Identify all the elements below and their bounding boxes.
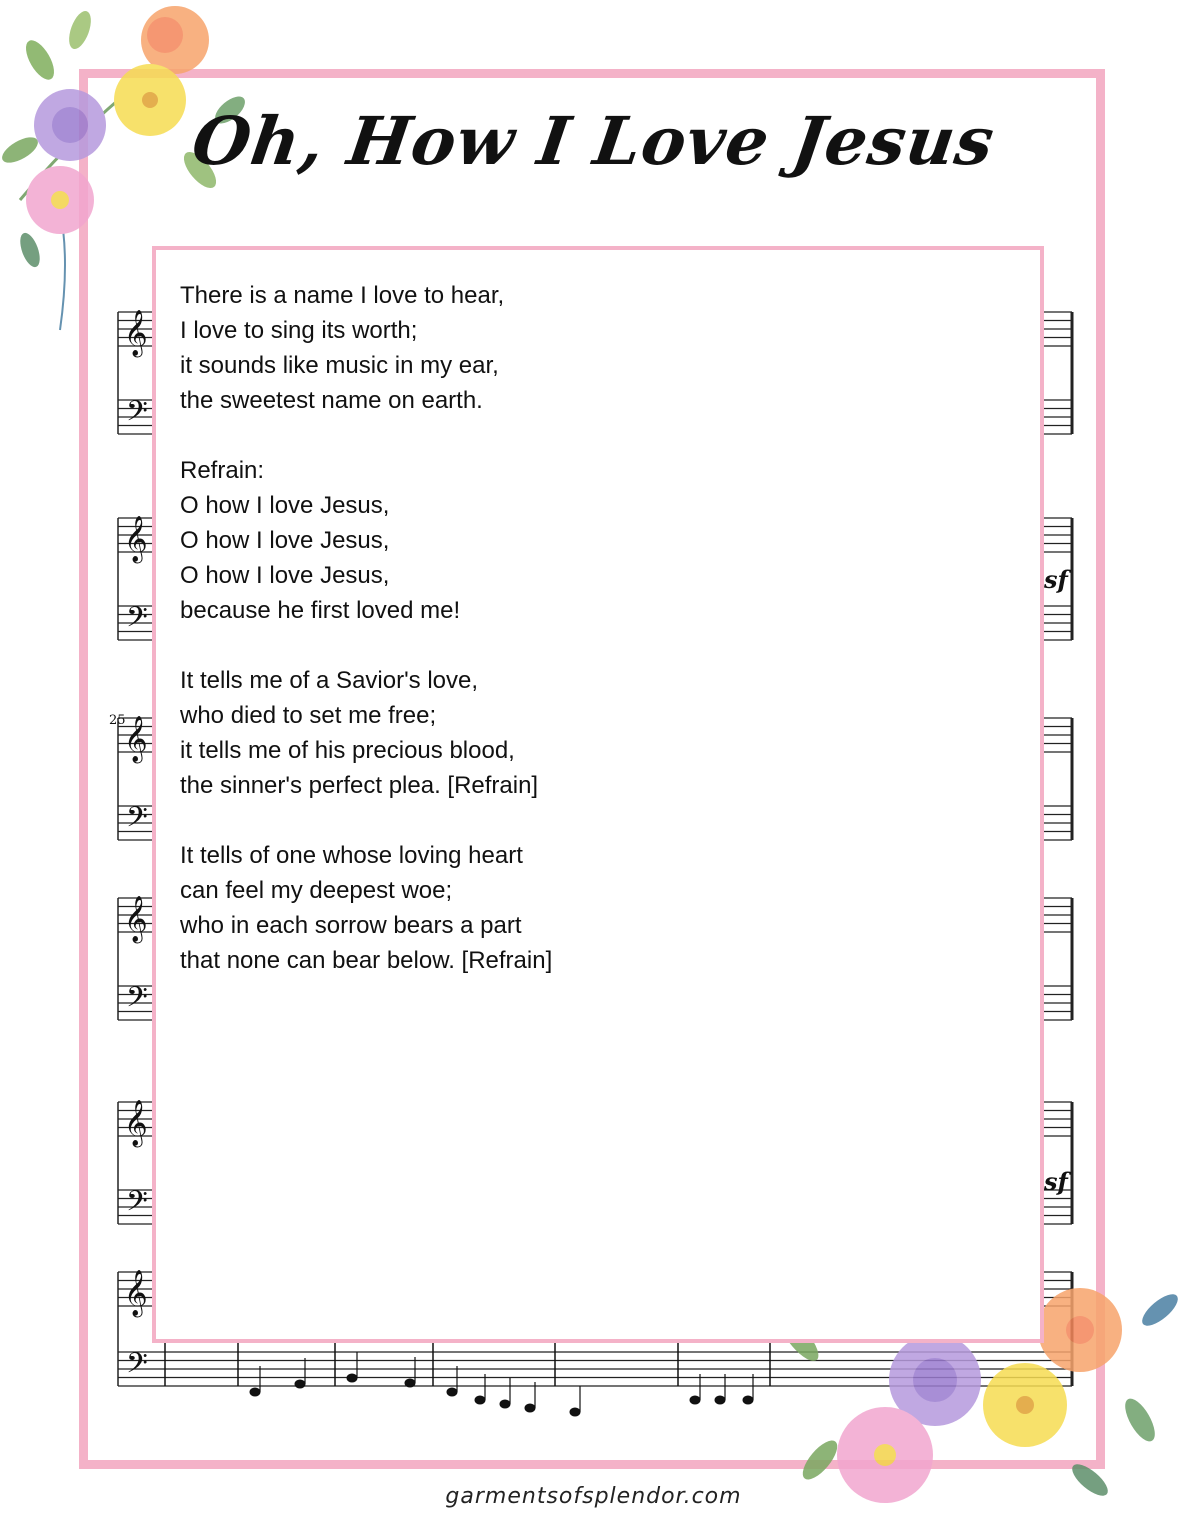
treble-clef-icon: 𝄞	[124, 716, 148, 762]
dynamic-marking-lower: sf	[1044, 1167, 1068, 1196]
lyric-line: that none can bear below. [Refrain]	[180, 947, 553, 974]
bass-clef-icon: 𝄢	[126, 395, 148, 435]
stanza-2	[180, 663, 880, 803]
treble-clef-icon: 𝄞	[124, 896, 148, 942]
treble-clef-icon: 𝄞	[124, 516, 148, 562]
refrain	[180, 453, 880, 628]
lyrics-block	[180, 278, 880, 1013]
lyric-line: O how I love Jesus,	[180, 492, 390, 519]
lyric-line: O how I love Jesus,	[180, 527, 390, 554]
treble-clef-icon: 𝄞	[124, 310, 148, 356]
lyric-line: who in each sorrow bears a part	[180, 912, 522, 939]
refrain-heading: Refrain:	[180, 457, 265, 484]
treble-clef-icon: 𝄞	[124, 1100, 148, 1146]
measure-number: 25	[109, 713, 126, 728]
bass-clef-icon: 𝄢	[126, 1347, 148, 1387]
bass-clef-icon: 𝄢	[126, 1185, 148, 1225]
dynamic-marking: sf	[1044, 565, 1068, 594]
bass-clef-icon: 𝄢	[126, 601, 148, 641]
page-title: Oh, How I Love Jesus	[187, 102, 1000, 180]
lyric-line: can feel my deepest woe;	[180, 877, 453, 904]
bass-clef-icon: 𝄢	[126, 981, 148, 1021]
lyric-line: the sweetest name on earth.	[180, 387, 483, 414]
lyric-line: I love to sing its worth;	[180, 317, 418, 344]
stanza-3	[180, 838, 880, 978]
lyric-line: it sounds like music in my ear,	[180, 352, 499, 379]
lyric-line: who died to set me free;	[180, 702, 437, 729]
lyric-line: It tells me of a Savior's love,	[180, 667, 479, 694]
lyric-line: it tells me of his precious blood,	[180, 737, 515, 764]
lyric-line: because he first loved me!	[180, 597, 461, 624]
lyric-line: There is a name I love to hear,	[180, 282, 505, 309]
lyric-line: O how I love Jesus,	[180, 562, 390, 589]
stanza-1	[180, 278, 880, 418]
lyric-line: the sinner's perfect plea. [Refrain]	[180, 772, 539, 799]
lyric-line: It tells of one whose loving heart	[180, 842, 523, 869]
treble-clef-icon: 𝄞	[124, 1270, 148, 1316]
website-footer: garmentsofsplendor.com	[445, 1484, 742, 1509]
bass-clef-icon: 𝄢	[126, 801, 148, 841]
